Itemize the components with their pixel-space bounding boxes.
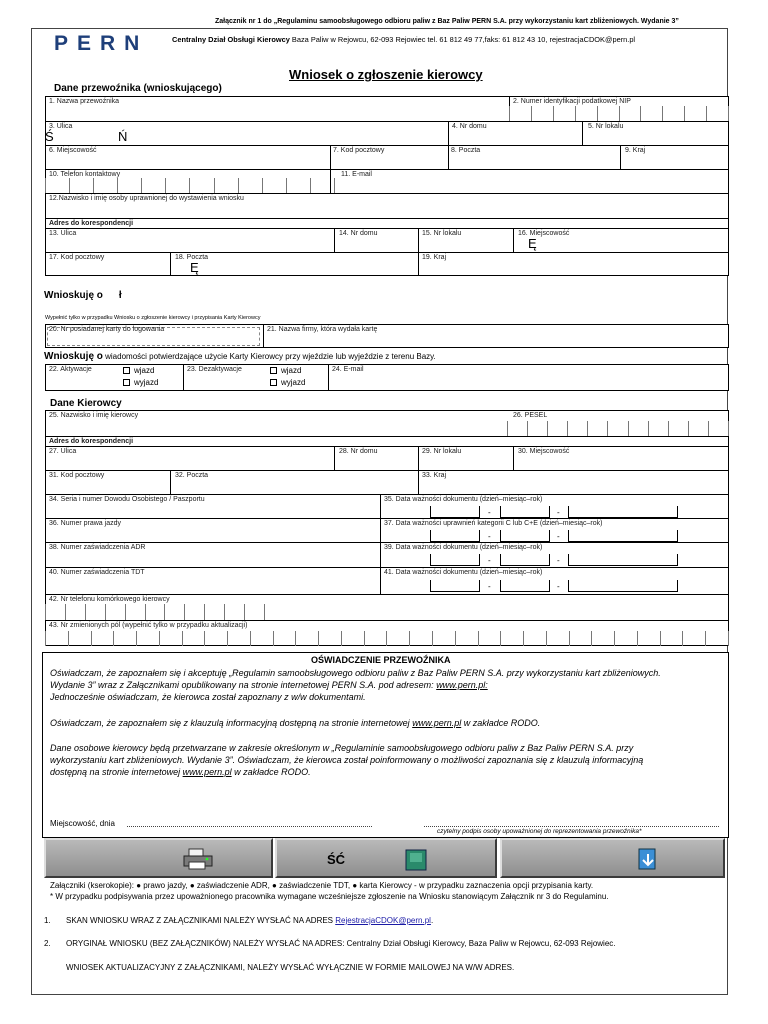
instruction-3: WNIOSEK AKTUALIZACYJNY Z ZAŁĄCZNIKAMI, NALEŻY WYSŁAĆ WYŁĄCZNIE W FORMIE MAILOWEJ NA W/W ADRES. xyxy=(66,963,515,972)
deactivate-entry-checkbox[interactable]: wjazd xyxy=(270,367,301,375)
place-date-line[interactable] xyxy=(127,826,372,827)
date-37-day[interactable] xyxy=(430,530,480,542)
field-16-label: 16. Miejscowość xyxy=(518,230,570,237)
attachments-note: Załączniki (kserokopie): ● prawo jazdy, ● zaświadczenie ADR, ● zaświadczenie TDT, ● karta Kierowcy - w przypadku zaznaczenia opcji przypisania karty. xyxy=(50,881,594,890)
field-20-label: 20. Nr posiadanej karty do logowania xyxy=(49,326,165,333)
field-26-label: 26. PESEL xyxy=(513,412,548,419)
field-39-label: 39. Data ważności dokumentu (dzień–miesiąc–rok) xyxy=(384,544,543,551)
date-41-day[interactable] xyxy=(430,580,480,592)
place-date-label: Miejscowość, dnia xyxy=(50,819,115,828)
date-dash: - xyxy=(557,582,560,591)
pesel-cells[interactable] xyxy=(507,421,729,436)
date-dash: - xyxy=(557,556,560,565)
date-dash: - xyxy=(488,508,491,517)
field-22-label: 22. Aktywacje xyxy=(49,366,92,373)
declaration-heading: OŚWIADCZENIE PRZEWOŹNIKA xyxy=(311,655,451,665)
date-37-month[interactable] xyxy=(500,530,550,542)
field-13-label: 13. Ulica xyxy=(49,230,77,237)
send-button[interactable] xyxy=(500,838,725,878)
field-4-label: 4. Nr domu xyxy=(452,123,487,130)
date-35-year[interactable] xyxy=(568,506,678,518)
field-15-label: 15. Nr lokalu xyxy=(422,230,462,237)
field-8-label: 8. Poczta xyxy=(451,147,481,154)
date-35-month[interactable] xyxy=(500,506,550,518)
field-36-label: 36. Numer prawa jazdy xyxy=(49,520,121,527)
carrier-heading: Dane przewoźnika (wnioskującego) xyxy=(54,83,222,94)
instruction-1: SKAN WNIOSKU WRAZ Z ZAŁĄCZNIKAMI NALEŻY WYSŁAĆ NA ADRES RejestracjaCDOK@pern.pl. xyxy=(66,916,434,925)
date-dash: - xyxy=(557,532,560,541)
request2-heading: Wnioskuję o wiadomości potwierdzające użycie Karty Kierowcy przy wjeździe lub wyjeździe z terenu Bazy. xyxy=(44,351,436,362)
nip-cells[interactable] xyxy=(509,106,729,121)
instruction-1-number: 1. xyxy=(44,916,51,925)
print-button[interactable] xyxy=(44,838,273,878)
field-1-label: 1. Nazwa przewoźnika xyxy=(49,98,120,105)
changed-fields-cells[interactable] xyxy=(45,631,729,646)
date-dash: - xyxy=(488,532,491,541)
field-34-label: 34. Seria i numer Dowodu Osobistego / Paszportu xyxy=(49,496,205,503)
form-title: Wniosek o zgłoszenie kierowcy xyxy=(289,67,483,82)
field-17-label: 17. Kod pocztowy xyxy=(49,254,105,261)
field-3-glyph-a: Ś xyxy=(45,129,54,144)
field-40-label: 40. Numer zaświadczenia TDT xyxy=(49,569,145,576)
request1-note: Wypełnić tylko w przypadku Wniosku o zgłoszenie kierowcy i przypisania Karty Kierowcy xyxy=(45,315,261,321)
field-37-label: 37. Data ważności uprawnień kategorii C lub C+E (dzień–miesiąc–rok) xyxy=(384,520,603,527)
instruction-2-number: 2. xyxy=(44,939,51,948)
activate-exit-checkbox[interactable]: wyjazd xyxy=(123,379,158,387)
save-button[interactable] xyxy=(275,838,497,878)
date-37-year[interactable] xyxy=(568,530,678,542)
date-dash: - xyxy=(557,508,560,517)
date-dash: - xyxy=(488,582,491,591)
phone-cells[interactable] xyxy=(45,178,335,193)
activate-entry-checkbox[interactable]: wjazd xyxy=(123,367,154,375)
field-10-label: 10. Telefon kontaktowy xyxy=(49,171,121,178)
field-6-label: 6. Miejscowość xyxy=(49,147,97,154)
driver-phone-cells[interactable] xyxy=(45,604,265,620)
field-3-label: 3. Ulica xyxy=(49,123,73,130)
field-21-label: 21. Nazwa firmy, która wydała kartę xyxy=(267,326,378,333)
date-35-day[interactable] xyxy=(430,506,480,518)
field-42-label: 42. Nr telefonu komórkowego kierowcy xyxy=(49,596,170,603)
field-38-label: 38. Numer zaświadczenia ADR xyxy=(49,544,146,551)
email-link[interactable]: RejestracjaCDOK@pern.pl xyxy=(335,916,431,925)
field-7-label: 7. Kod pocztowy xyxy=(333,147,385,154)
date-39-month[interactable] xyxy=(500,554,550,566)
top-note: Załącznik nr 1 do „Regulaminu samoobsługowego odbioru paliw z Baz Paliw PERN S.A. przy wykorzystaniu kart zbliżeniowych. Wydanie 3” xyxy=(215,18,679,25)
field-32-label: 32. Poczta xyxy=(175,472,209,479)
field-25-label: 25. Nazwisko i imię kierowcy xyxy=(49,412,139,419)
field-5-label: 5. Nr lokalu xyxy=(588,123,624,130)
contact-line: Centralny Dział Obsługi Kierowcy Baza Paliw w Rejowcu, 62-093 Rejowiec tel. 61 812 49 77,faks: 61 812 43 10, rejestracjaCDOK@pern.pl xyxy=(172,35,636,44)
field-35-label: 35. Data ważności dokumentu (dzień–miesiąc–rok) xyxy=(384,496,543,503)
field-9-label: 9. Kraj xyxy=(625,147,646,154)
field-23-label: 23. Dezaktywacje xyxy=(187,366,242,373)
driver-heading: Dane Kierowcy xyxy=(50,398,122,409)
printer-icon xyxy=(183,848,213,870)
field-27-label: 27. Ulica xyxy=(49,448,77,455)
date-39-day[interactable] xyxy=(430,554,480,566)
field-30-label: 30. Miejscowość xyxy=(518,448,570,455)
field-18-glyph: Ę xyxy=(190,260,199,275)
send-download-icon xyxy=(637,848,659,872)
field-29-label: 29. Nr lokalu xyxy=(422,448,462,455)
field-2-label: 2. Numer identyfikacji podatkowej NIP xyxy=(513,98,631,105)
field-3-glyph-b: Ń xyxy=(118,129,128,144)
field-31-label: 31. Kod pocztowy xyxy=(49,472,105,479)
driver-addr-label: Adres do korespondencji xyxy=(49,438,134,445)
field-14-label: 14. Nr domu xyxy=(339,230,378,237)
authorization-note: * W przypadku podpisywania przez upoważnionego pracownika wymagane wcześniejsze zgłoszenie na Wniosku stanowiącym Załącznik nr 3 do Regulaminu. xyxy=(50,892,609,901)
field-43-label: 43. Nr zmienionych pól (wypełnić tylko w przypadku aktualizacji) xyxy=(49,622,248,629)
field-24-label: 24. E-mail xyxy=(332,366,364,373)
instruction-2: ORYGINAŁ WNIOSKU (BEZ ZAŁĄCZNIKÓW) NALEŻY WYSŁAĆ NA ADRES: Centralny Dział Obsługi Kierowcy, Baza Paliw w Rejowcu, 62-093 Rejowiec. xyxy=(66,939,616,948)
date-39-year[interactable] xyxy=(568,554,678,566)
date-41-year[interactable] xyxy=(568,580,678,592)
field-16-glyph: Ę xyxy=(528,236,537,251)
deactivate-exit-checkbox[interactable]: wyjazd xyxy=(270,379,305,387)
signature-line[interactable] xyxy=(424,826,719,827)
field-12-label: 12.Nazwisko i imię osoby uprawnionej do wystawienia wniosku xyxy=(49,195,244,202)
carrier-addr-label: Adres do korespondencji xyxy=(49,220,134,227)
field-19-label: 19. Kraj xyxy=(422,254,447,261)
field-33-label: 33. Kraj xyxy=(422,472,447,479)
request1-heading: Wnioskuję o ł xyxy=(44,290,122,301)
pern-logo: PERN xyxy=(54,32,149,55)
date-dash: - xyxy=(488,556,491,565)
field-18-label: 18. Poczta xyxy=(175,254,209,261)
signature-caption: czytelny podpis osoby upoważnionej do reprezentowania przewoźnika* xyxy=(437,828,642,835)
field-11-label: 11. E-mail xyxy=(341,171,372,178)
declaration-paragraph-3: Dane osobowe kierowcy będą przetwarzane w zakresie określonym w „Regulaminie samoobsługowego odbioru paliw z Baz Paliw PERN S.A. przy wykorzystaniu kart zbliżeniowych. Wydanie 3”. Oświadczam, że kierowca został poinformowany o możliwości zapoznania się z klauzulą informacyjną dostępną na stronie internetowej www.pern.pl w zakładce RODO. xyxy=(50,743,644,777)
declaration-paragraph-2: Oświadczam, że zapoznałem się z klauzulą informacyjną dostępną na stronie internetowej www.pern.pl w zakładce RODO. xyxy=(50,718,541,728)
save-button-label: ŚĆ xyxy=(327,852,346,867)
date-41-month[interactable] xyxy=(500,580,550,592)
declaration-paragraph-1: Oświadczam, że zapoznałem się i akceptuję „Regulamin samoobsługowego odbioru paliw z Baz Paliw PERN S.A. przy wykorzystaniu kart zbliżeniowych. Wydanie 3” wraz z Załącznikami opublikowany na stronie internetowej PERN S.A. pod adresem: www.pern.pl: Jednocześnie oświadczam, że kierowca został zapoznany z w/w dokumentami. xyxy=(50,668,661,702)
field-41-label: 41. Data ważności dokumentu (dzień–miesiąc–rok) xyxy=(384,569,543,576)
field-28-label: 28. Nr domu xyxy=(339,448,378,455)
document-icon xyxy=(405,849,427,871)
